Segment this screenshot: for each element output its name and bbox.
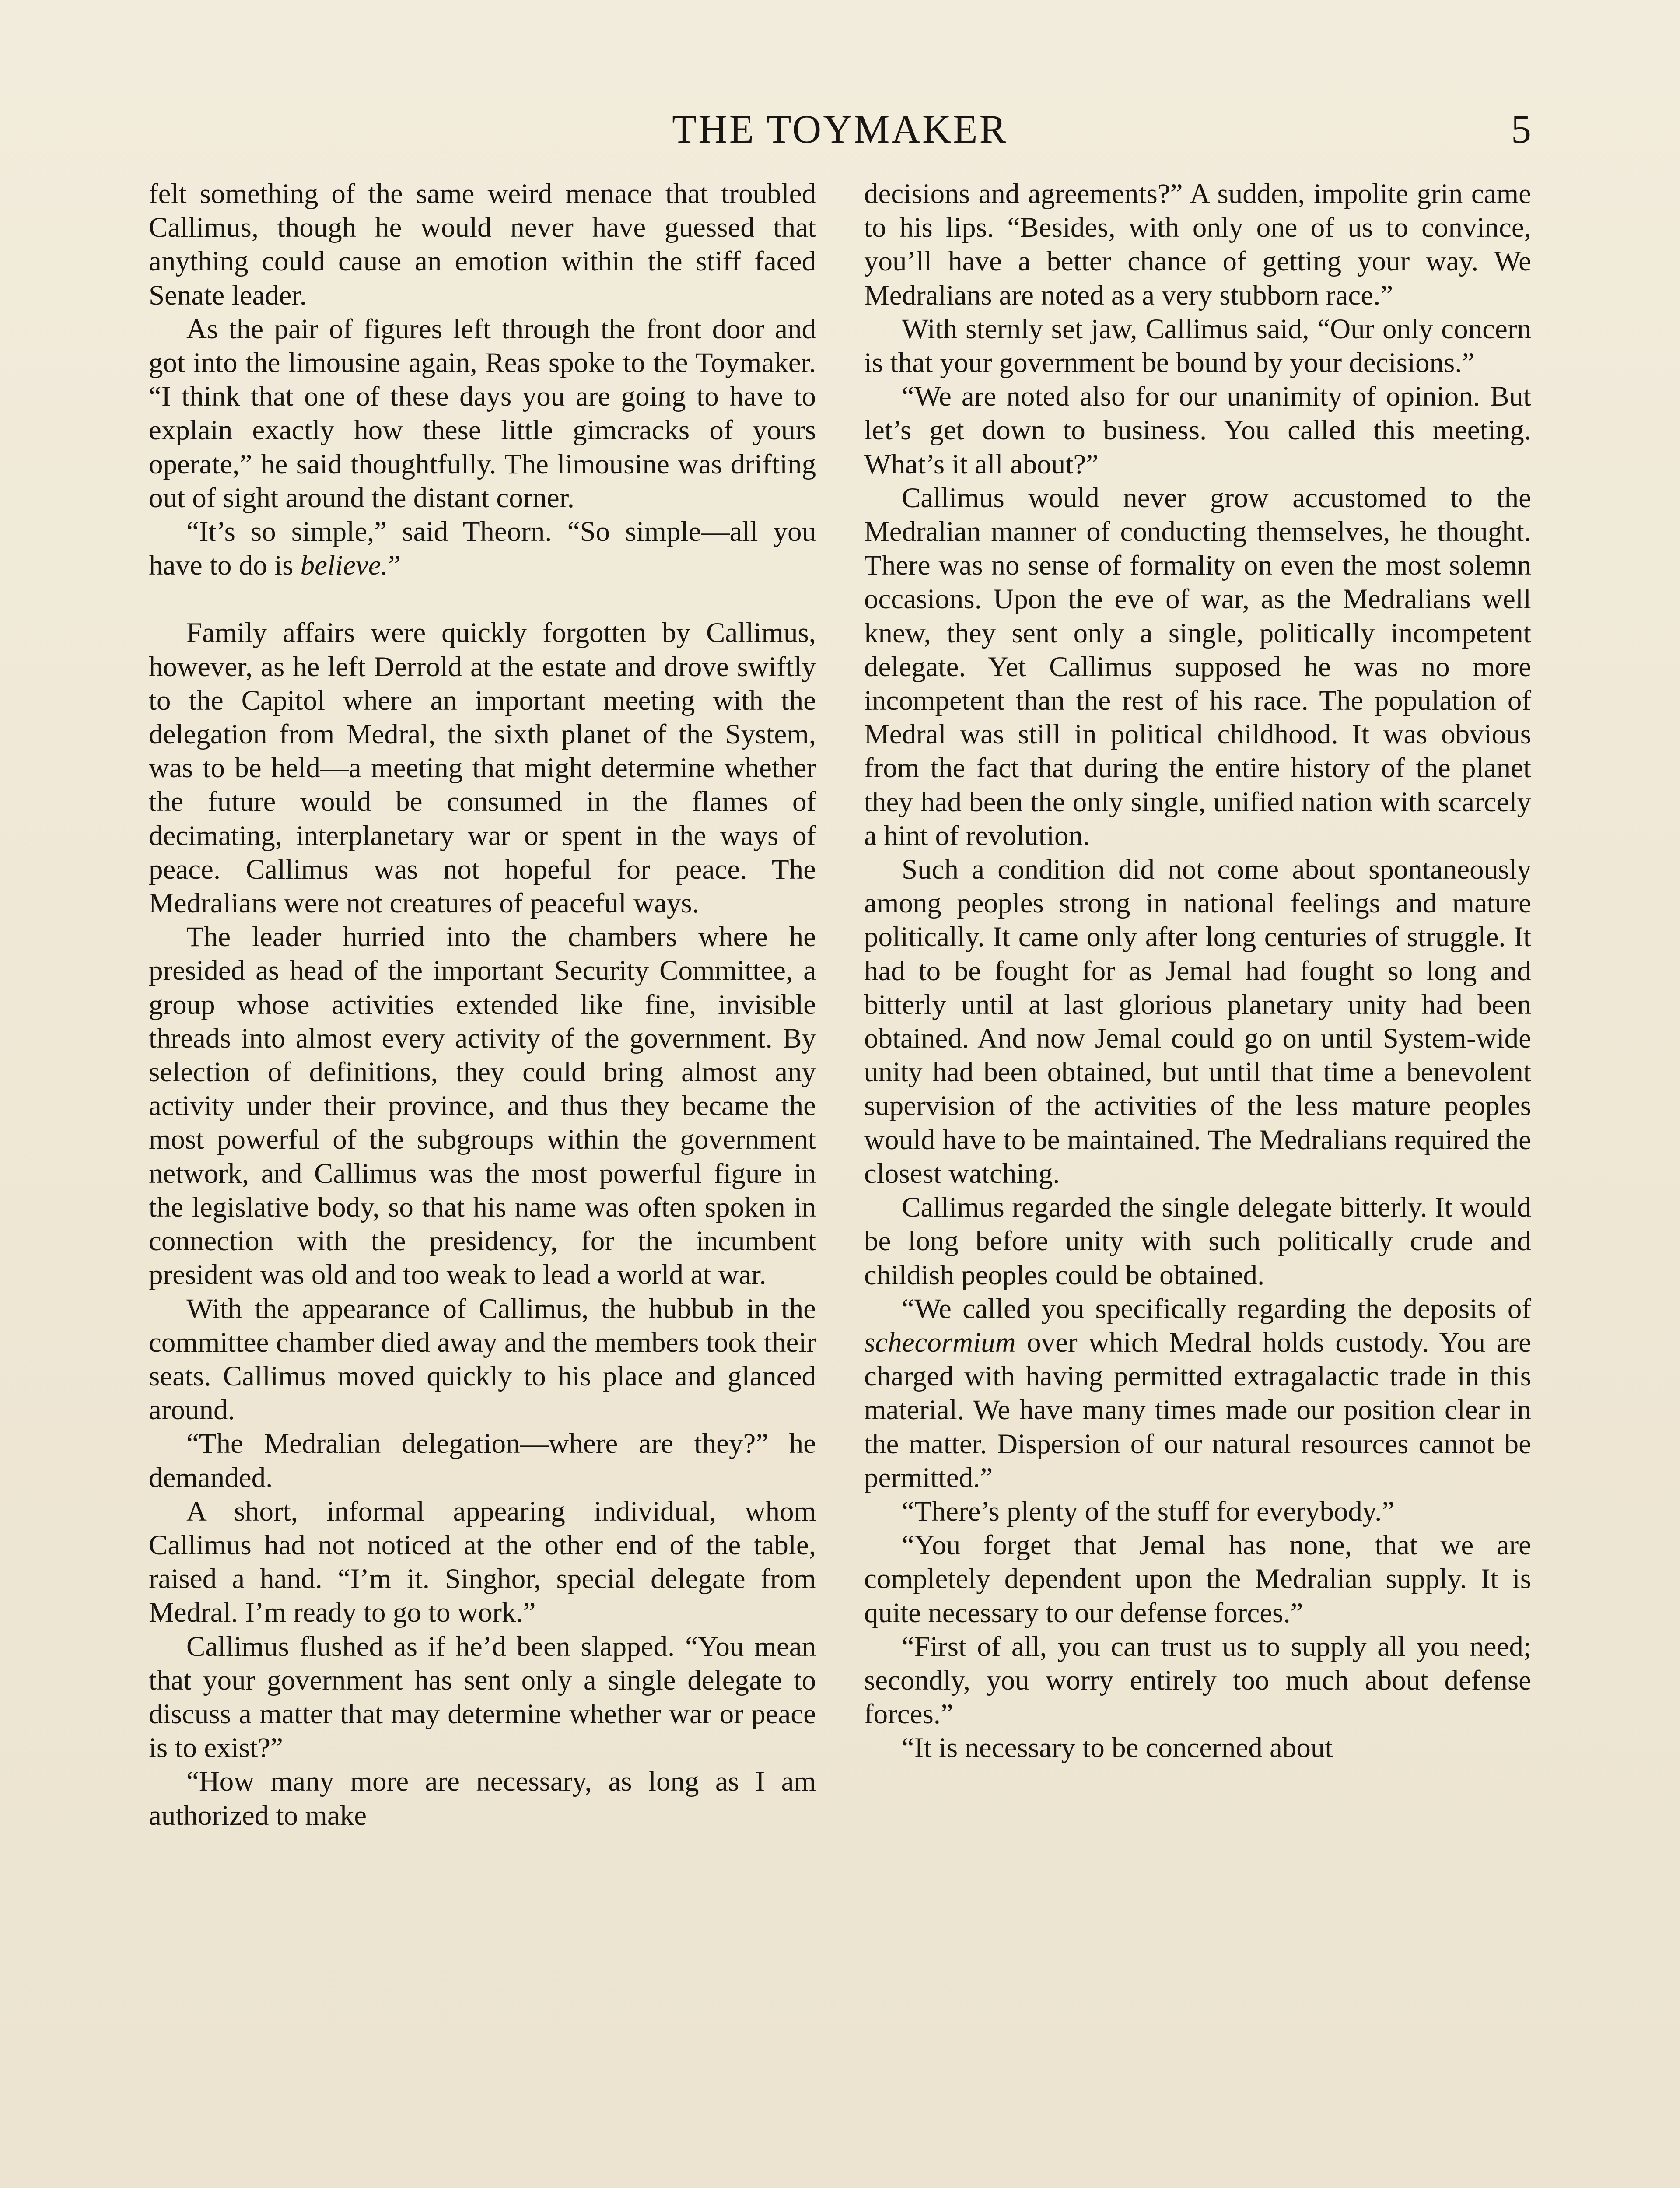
paragraph [149,515,816,582]
emphasis-schecormium: schecormium [864,1326,1016,1358]
paragraph: “We are noted also for our unanimity of opinion. But let’s get down to business. You called this meeting. What’s it all about?” [864,381,1531,480]
paragraph-text: over which Medral holds custody. You are charged with having permitted extragalactic trade in this material. We have many times made our position clear in the matter. Dispersion of our natural resources cannot be permitted.” [864,1326,1531,1494]
paragraph: As the pair of figures left through the front door and got into the limousine again, Reas spoke to the Toymaker. “I think that one of these days you are going to have to explain exactly how these little gimcracks of yours operate,” he said thoughtfully. The limousine was drifting out of sight around the distant corner. [149,313,816,514]
paragraph: decisions and agreements?” A sudden, impolite grin came to his lips. “Besides, with only one of us to convince, you’ll have a better chance of getting your way. We Medralians are noted as a very stubborn race.” [864,178,1531,311]
page-number: 5 [1511,107,1531,151]
paragraph: Callimus would never grow accustomed to the Medralian manner of conducting themselves, he thought. There was no sense of formality on even the most solemn occasions. Upon the eve of war, as the Medralians well knew, they sent only a single, politically incompetent delegate. Yet Callimus supposed he was no more incompetent than the rest of his race. The population of Medral was still in political childhood. It was obvious from the fact that during the entire history of the planet they had been the only single, unified nation with scarcely a hint of revolution. [864,482,1531,852]
paragraph-text: “We called you specifically regarding the deposits of [902,1293,1531,1325]
paragraph: Family affairs were quickly forgotten by Callimus, however, as he left Derrold at the estate and drove swiftly to the Capitol where an important meeting with the delegation from Medral, the sixth planet of the System, was to be held—a meeting that might determine whether the future would be consumed in the flames of decimating, interplanetary war or spent in the ways of peace. Callimus was not hopeful for peace. The Medralians were not creatures of peaceful ways. [149,617,816,919]
emphasis-believe: believe. [300,550,388,582]
paragraph: With sternly set jaw, Callimus said, “Our only concern is that your government be bound by your decisions.” [864,313,1531,379]
running-title: THE TOYMAKER [672,107,1008,151]
paragraph: “It is necessary to be concerned about [902,1732,1333,1764]
paragraph: “The Medralian delegation—where are they?” he demanded. [149,1428,816,1494]
paragraph-text: “It’s so simple,” said Theorn. “So simple—all you have to do is [149,516,816,582]
paragraph: With the appearance of Callimus, the hubbub in the committee chamber died away and the members took their seats. Callimus moved quickly to his place and glanced around. [149,1293,816,1426]
left-column [149,177,816,1833]
closing-quote: ” [388,550,401,582]
running-head [0,103,1680,155]
paragraph: A short, informal appearing individual, whom Callimus had not noticed at the other end of the table, raised a hand. “I’m it. Singhor, special delegate from Medral. I’m ready to go to work.” [149,1495,816,1629]
paragraph: “There’s plenty of the stuff for everybody.” [902,1495,1395,1527]
paragraph: “First of all, you can trust us to supply all you need; secondly, you worry entirely too much about defense forces.” [864,1630,1531,1730]
paragraph: felt something of the same weird menace that troubled Callimus, though he would never have guessed that anything could cause an emotion within the stiff faced Senate leader. [149,178,816,311]
paragraph: Such a condition did not come about spontaneously among peoples strong in national feelings and mature politically. It came only after long centuries of struggle. It had to be fought for as Jemal had fought so long and bitterly until at last glorious planetary unity had been obtained. And now Jemal could go on until System-wide unity had been obtained, but until that time a benevolent supervision of the activities of the less mature peoples would have to be maintained. The Medralians required the closest watching. [864,854,1531,1189]
paragraph: The leader hurried into the chambers where he presided as head of the important Security Committee, a group whose activities extended like fine, invisible threads into almost every activity of the government. By selection of definitions, they could bring almost any activity under their province, and thus they became the most powerful of the subgroups within the government network, and Callimus was the most powerful figure in the legislative body, so that his name was often spoken in connection with the presidency, for the incumbent president was old and too weak to lead a world at war. [149,921,816,1291]
paragraph: “You forget that Jemal has none, that we are completely dependent upon the Medralian supply. It is quite necessary to our defense forces.” [864,1529,1531,1629]
paragraph [864,1292,1531,1495]
right-column [864,177,1531,1765]
paragraph: “How many more are necessary, as long as I am authorized to make [149,1766,816,1831]
paragraph: Callimus regarded the single delegate bitterly. It would be long before unity with such politically crude and childish peoples could be obtained. [864,1192,1531,1291]
paragraph: Callimus flushed as if he’d been slapped. “You mean that your government has sent only a single delegate to discuss a matter that may determine whether war or peace is to exist?” [149,1630,816,1764]
